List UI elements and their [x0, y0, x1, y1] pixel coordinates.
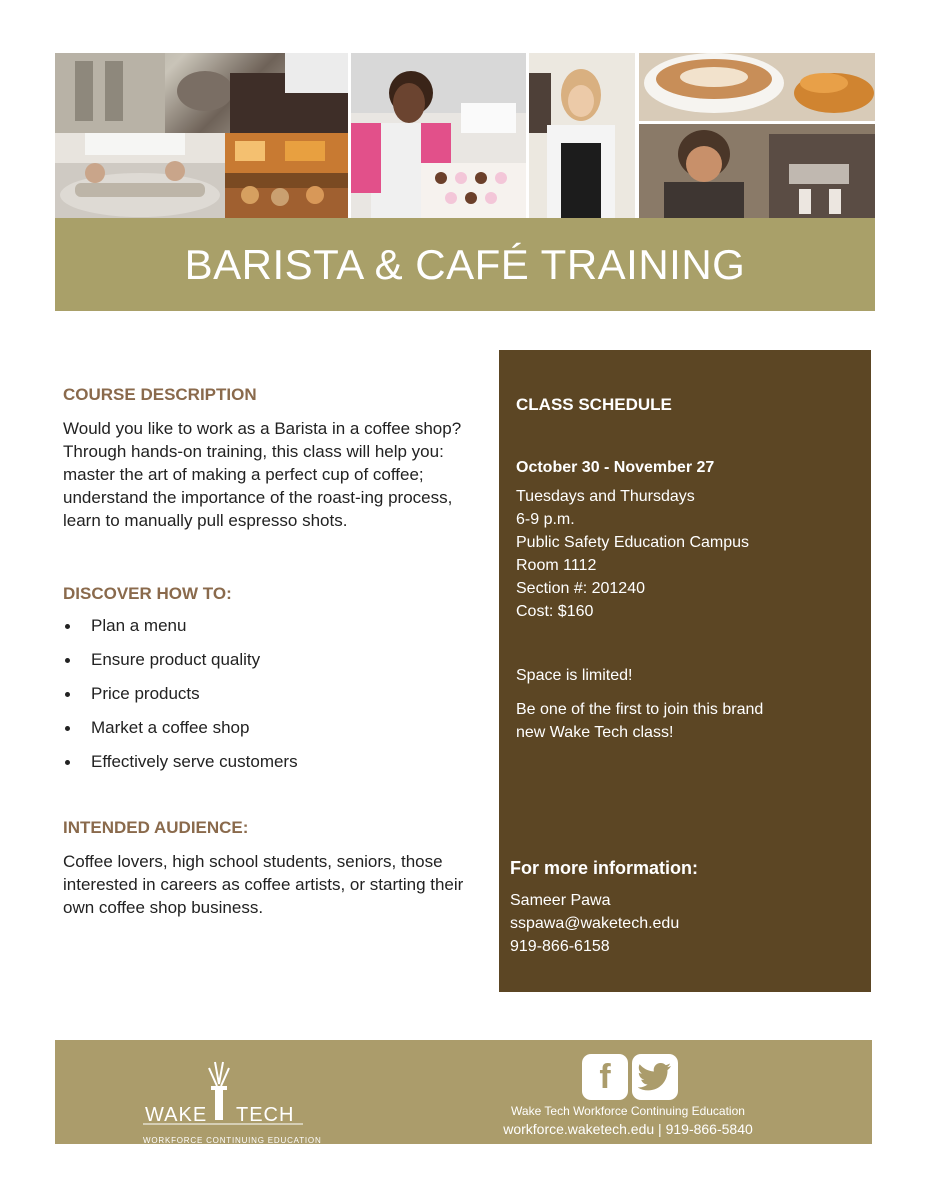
facebook-icon[interactable]	[582, 1054, 628, 1100]
schedule-dates: October 30 - November 27	[516, 459, 715, 476]
left-column	[63, 385, 473, 919]
schedule-details	[516, 485, 856, 623]
title-banner	[55, 218, 875, 311]
facebook-glyph: f	[599, 1057, 611, 1096]
join-note: Be one of the first to join this brand new Wake Tech class!	[516, 701, 764, 741]
schedule-days: Tuesdays and Thursdays	[516, 488, 695, 505]
twitter-bird-icon	[638, 1063, 672, 1091]
list-item	[63, 648, 473, 682]
photo-latte	[639, 53, 875, 121]
logo-word-right: TECH	[236, 1104, 295, 1126]
page-title: BARISTA & CAFÉ TRAINING	[184, 240, 746, 288]
photo-barista-portrait	[529, 53, 635, 218]
contact-phone: 919-866-6158	[510, 938, 610, 955]
list-item	[63, 614, 473, 648]
footer-org-name: Wake Tech Workforce Continuing Education	[511, 1104, 745, 1118]
discover-list	[63, 614, 473, 784]
twitter-icon[interactable]	[632, 1054, 678, 1100]
wake-tech-logo	[143, 1058, 322, 1145]
photo-rolling-dough	[55, 133, 225, 218]
course-description-heading: COURSE DESCRIPTION	[63, 385, 257, 404]
schedule-cost: Cost: $160	[516, 603, 594, 620]
list-item-text: Market a coffee shop	[91, 718, 250, 737]
contact-info	[510, 858, 860, 958]
schedule-heading: CLASS SCHEDULE	[516, 395, 672, 414]
audience-heading: INTENDED AUDIENCE:	[63, 818, 249, 837]
bullet-icon	[65, 692, 70, 697]
bullet-icon	[65, 760, 70, 765]
bullet-icon	[65, 624, 70, 629]
photo-decorating-cupcakes	[351, 53, 526, 218]
info-heading: For more information:	[510, 858, 698, 878]
bullet-icon	[65, 726, 70, 731]
decorating-cupcakes-illustration	[351, 53, 526, 218]
bullet-icon	[65, 658, 70, 663]
photo-espresso-pitcher	[55, 53, 348, 133]
list-item	[63, 716, 473, 750]
space-limited-note: Space is limited!	[516, 667, 633, 684]
schedule-section: Section #: 201240	[516, 580, 645, 597]
photo-bakery-display	[225, 133, 348, 218]
discover-heading: DISCOVER HOW TO:	[63, 584, 232, 603]
contact-email[interactable]: sspawa@waketech.edu	[510, 915, 680, 932]
list-item-text: Plan a menu	[91, 616, 187, 635]
course-description-text: Would you like to work as a Barista in a coffee shop? Through hands-on training, this class will help you: master the art of making a perfect cup of coffee; understand the importance of the roast-ing process, learn to manually pull espresso shots.	[63, 419, 462, 530]
list-item-text: Ensure product quality	[91, 650, 261, 669]
footer-band	[55, 1040, 872, 1144]
footer-contact[interactable]: workforce.waketech.edu | 919-866-5840	[503, 1121, 753, 1137]
espresso-pitcher-illustration	[55, 53, 348, 133]
contact-details	[510, 889, 860, 958]
barista-portrait-illustration	[529, 53, 635, 218]
rolling-dough-illustration	[55, 133, 225, 218]
bakery-display-illustration	[225, 133, 348, 218]
list-item-text: Effectively serve customers	[91, 752, 298, 771]
list-item	[63, 682, 473, 716]
photo-collage	[55, 53, 875, 218]
schedule-campus: Public Safety Education Campus	[516, 534, 750, 551]
schedule-room: Room 1112	[516, 557, 597, 574]
photo-espresso-machine	[639, 124, 875, 218]
logo-word-left: WAKE	[145, 1104, 208, 1126]
schedule-panel	[499, 350, 871, 992]
logo-subtitle: WORKFORCE CONTINUING EDUCATION	[143, 1136, 322, 1145]
audience-text: Coffee lovers, high school students, seniors, those interested in careers as coffee artists, or starting their own coffee shop business.	[63, 852, 464, 917]
latte-illustration	[639, 53, 875, 121]
espresso-machine-illustration	[639, 124, 875, 218]
schedule-content	[516, 395, 856, 744]
list-item-text: Price products	[91, 684, 200, 703]
contact-name: Sameer Pawa	[510, 892, 611, 909]
schedule-time: 6-9 p.m.	[516, 511, 575, 528]
list-item	[63, 750, 473, 784]
